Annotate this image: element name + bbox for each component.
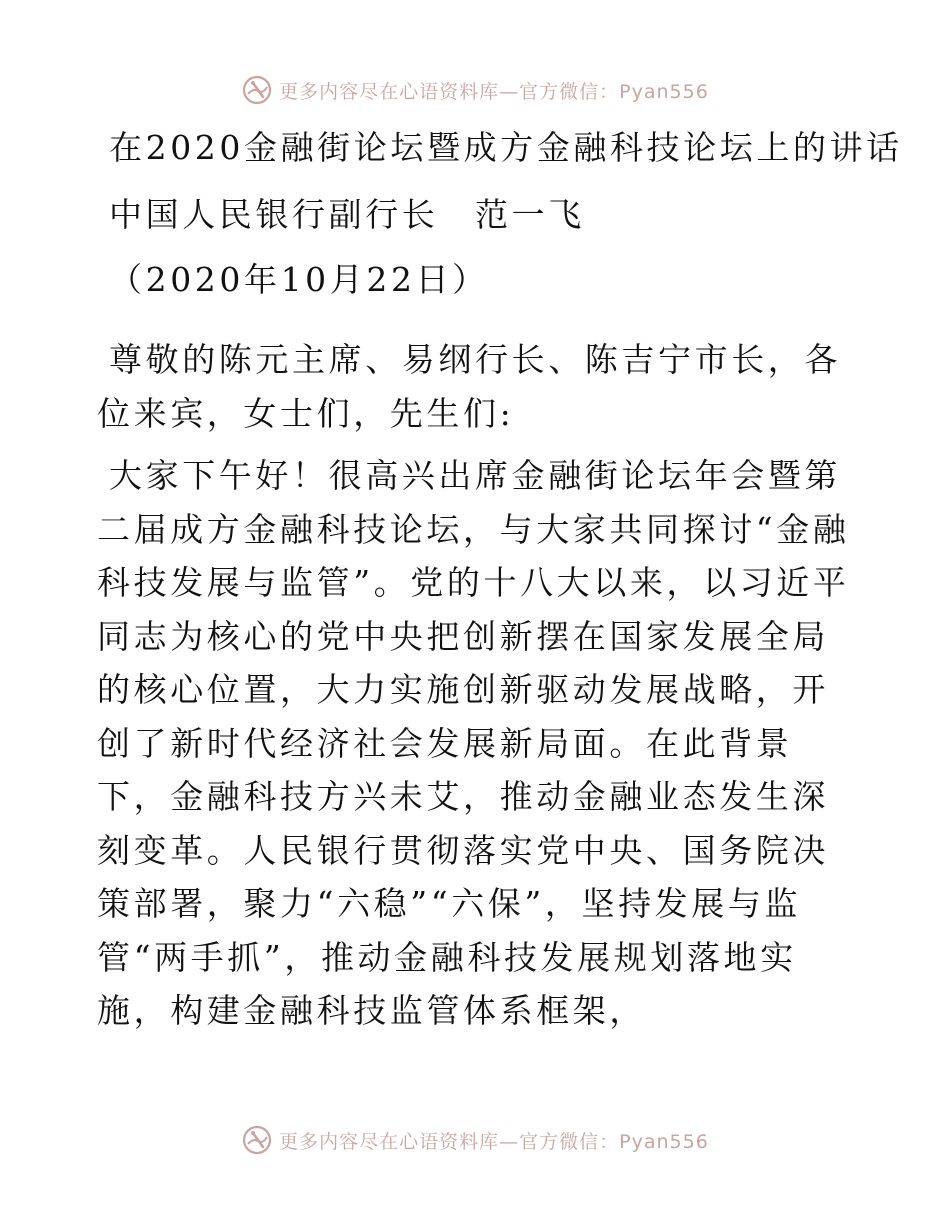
watermark-text: 更多内容尽在心语资料库—官方微信：Pyan556 bbox=[279, 1130, 709, 1153]
document-date: （2020年10月22日） bbox=[109, 260, 489, 299]
document-body bbox=[97, 124, 903, 1038]
header-watermark bbox=[0, 70, 950, 110]
salutation-paragraph: 尊敬的陈元主席、易纲行长、陈吉宁市长，各位来宾，女士们，先生们: bbox=[97, 340, 841, 433]
watermark-text: 更多内容尽在心语资料库—官方微信：Pyan556 bbox=[279, 80, 709, 103]
book-pen-logo-icon bbox=[241, 1124, 273, 1156]
body-paragraph: 大家下午好！很高兴出席金融街论坛年会暨第二届成方金融科技论坛，与大家共同探讨“金融科技发展与监管”。党的十八大以来，以习近平同志为核心的党中央把创新摆在国家发展全局的核心位置，大力实施创新驱动发展战略，开创了新时代经济社会发展新局面。在此背景下，金融科技方兴未艾，推动金融业态发生深刻变革。人民银行贯彻落实党中央、国务院决策部署，聚力“六稳”“六保”，坚持发展与监管“两手抓”，推动金融科技发展规划落地实施，构建金融科技监管体系框架， bbox=[97, 456, 850, 1030]
watermark-wechat-id: Pyan556 bbox=[619, 1130, 709, 1153]
book-pen-logo-icon bbox=[241, 74, 273, 106]
document-title: 在2020金融街论坛暨成方金融科技论坛上的讲话 bbox=[109, 128, 903, 167]
watermark-wechat-id: Pyan556 bbox=[619, 80, 709, 103]
footer-watermark bbox=[0, 1120, 950, 1160]
document-author: 中国人民银行副行长 范一飞 bbox=[109, 195, 585, 234]
